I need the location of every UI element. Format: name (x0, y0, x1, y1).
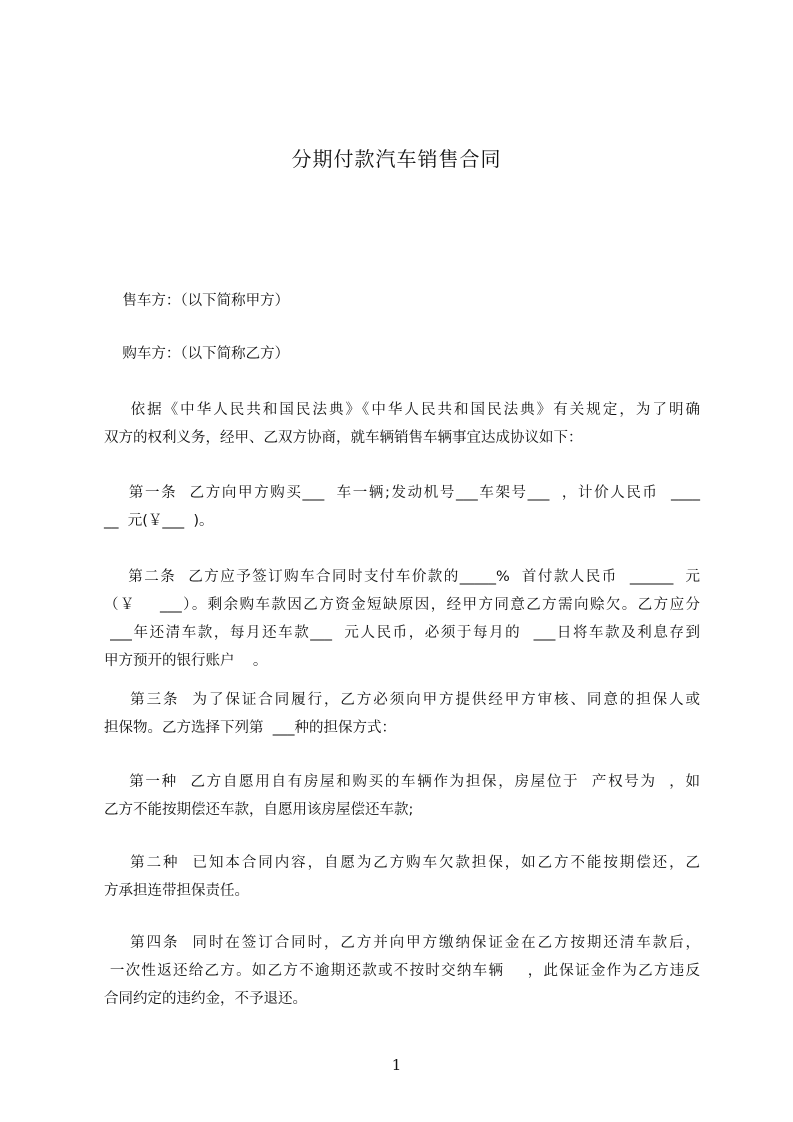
buyer-line: 购车方：（以下简称乙方） (104, 346, 290, 362)
article-2-line: 第二条 乙方应予签订购车合同时支付车价款的_____% 首付款人民币 ______ 元 (104, 569, 700, 585)
preamble-line: 依据《中华人民共和国民法典》《中华人民共和国民法典》有关规定，为了明确 (104, 402, 700, 418)
guarantee-option-1-line: 第一种 乙方自愿用自有房屋和购买的车辆作为担保，房屋位于 产权号为 ，如 (104, 774, 700, 790)
buyer-paragraph (104, 340, 700, 368)
preamble-paragraph (104, 396, 700, 452)
article-1-line: __ 元(￥___ )。 (104, 513, 214, 529)
article-1-line: 第一条 乙方向甲方购买___ 车一辆;发动机号___车架号___ ，计价人民币 ____ (104, 485, 700, 501)
guarantee-option-2-line: 方承担连带担保责任。 (104, 883, 249, 899)
article-3-line: 第三条 为了保证合同履行，乙方必须向甲方提供经甲方审核、同意的担保人或 (104, 692, 700, 708)
article-4-line: 合同约定的违约金，不予退还。 (104, 991, 307, 1007)
seller-paragraph (104, 287, 700, 315)
article-2-paragraph (104, 563, 700, 675)
seller-line: 售车方：（以下简称甲方） (104, 293, 290, 309)
article-2-line: 甲方预开的银行账户 。 (104, 653, 268, 669)
article-2-line: （￥ ___）。剩余购车款因乙方资金短缺原因，经甲方同意乙方需向赊欠。乙方应分 (104, 597, 700, 613)
article-4-line: 第四条 同时在签订合同时，乙方并向甲方缴纳保证金在乙方按期还清车款后， (104, 935, 700, 951)
article-2-line: ___年还清车款，每月还车款___ 元人民币，必须于每月的 ___日将车款及利息存到 (104, 625, 700, 641)
guarantee-option-1-line: 乙方不能按期偿还车款，自愿用该房屋偿还车款; (104, 802, 414, 818)
guarantee-option-2-paragraph (104, 849, 700, 905)
article-3-paragraph (104, 686, 700, 742)
page-number: 1 (391, 1056, 402, 1074)
guarantee-option-2-line: 第二种 已知本合同内容，自愿为乙方购车欠款担保，如乙方不能按期偿还，乙 (104, 855, 700, 871)
article-4-line: 一次性返还给乙方。如乙方不逾期还款或不按时交纳车辆 ，此保证金作为乙方违反 (104, 963, 700, 979)
article-1-paragraph (104, 479, 700, 535)
guarantee-option-1-paragraph (104, 768, 700, 824)
preamble-line: 双方的权利义务，经甲、乙双方协商，就车辆销售车辆事宜达成协议如下： (104, 430, 583, 446)
document-title: 分期付款汽车销售合同 (291, 147, 502, 171)
article-4-paragraph (104, 929, 700, 1013)
article-3-line: 担保物。乙方选择下列第 ___种的担保方式： (104, 720, 396, 736)
